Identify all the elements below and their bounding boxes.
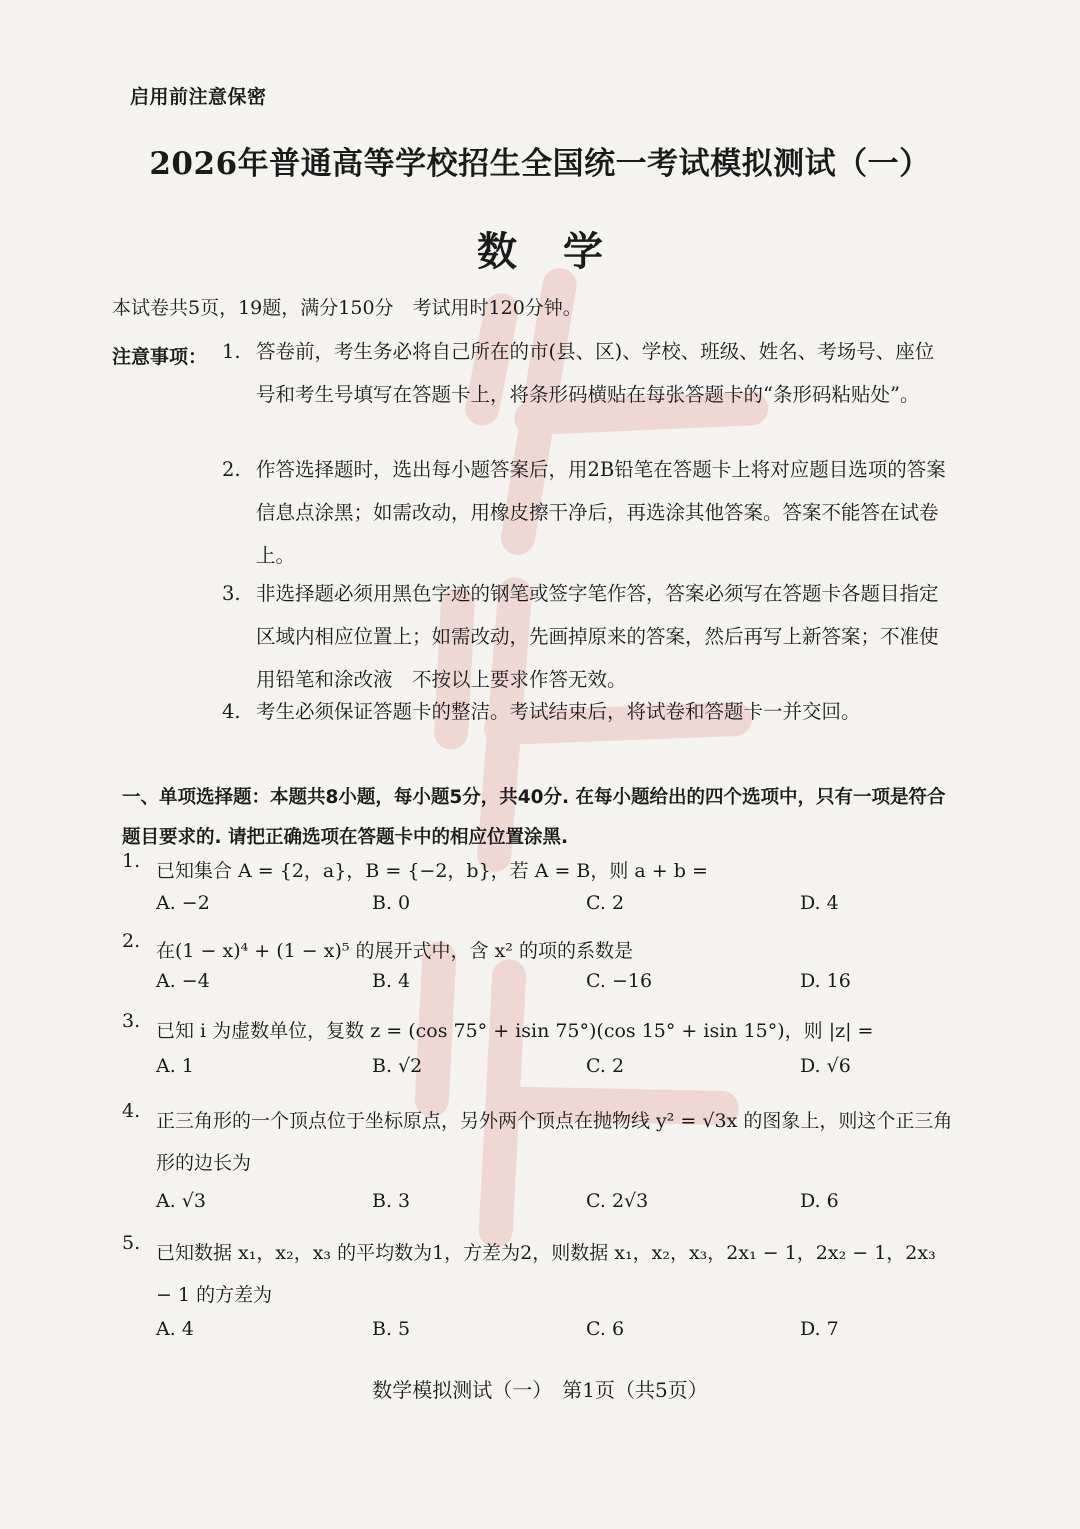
- option-b[interactable]: B. 0: [372, 892, 411, 914]
- option-b[interactable]: B. 3: [372, 1190, 411, 1212]
- exam-info: 本试卷共5页，19题，满分150分 考试用时120分钟。: [112, 297, 582, 319]
- option-b[interactable]: B. √2: [372, 1055, 423, 1077]
- option-a[interactable]: A. −2: [156, 892, 210, 914]
- subject-title: 数学: [477, 229, 649, 275]
- option-row: [156, 1055, 916, 1085]
- option-a[interactable]: A. √3: [156, 1190, 206, 1212]
- exam-title: 2026年普通高等学校招生全国统一考试模拟测试（一）: [149, 146, 931, 182]
- question-text: 已知 i 为虚数单位，复数 z = (cos 75° + isin 75°)(cos 15° + isin 15°)，则 |z| =: [156, 1020, 874, 1042]
- option-d[interactable]: D. 4: [800, 892, 839, 914]
- question-number: 5.: [122, 1232, 141, 1254]
- question-number: 3.: [122, 1010, 141, 1032]
- confidential-seal: 启用前注意保密: [130, 86, 267, 108]
- question-text: 已知集合 A = {2，a}，B = {−2，b}，若 A = B，则 a + b =: [156, 860, 708, 882]
- option-c[interactable]: C. 2: [586, 1055, 625, 1077]
- page-footer: 数学模拟测试（一） 第1页（共5页）: [372, 1378, 708, 1402]
- option-d[interactable]: D. 16: [800, 970, 851, 992]
- option-b[interactable]: B. 5: [372, 1318, 411, 1340]
- notice-item-number: 1.: [222, 340, 241, 363]
- option-row: [156, 970, 916, 1000]
- option-d[interactable]: D. √6: [800, 1055, 851, 1077]
- option-a[interactable]: A. 4: [156, 1318, 194, 1340]
- question-number: 1.: [122, 850, 141, 872]
- section-heading: 一、单项选择题：本题共8小题，每小题5分，共40分. 在每小题给出的四个选项中，只有一项是符合题目要求的. 请把正确选项在答题卡中的相应位置涂黑.: [122, 787, 946, 848]
- notice-item-text: 答卷前，考生务必将自己所在的市(县、区)、学校、班级、姓名、考场号、座位号和考生号填写在答题卡上，将条形码横贴在每张答题卡的“条形码粘贴处”。: [256, 340, 935, 406]
- option-d[interactable]: D. 6: [800, 1190, 839, 1212]
- option-a[interactable]: A. 1: [156, 1055, 194, 1077]
- question-number: 2.: [122, 930, 141, 952]
- option-c[interactable]: C. 2√3: [586, 1190, 649, 1212]
- option-row: [156, 1318, 916, 1348]
- question-text: 在(1 − x)⁴ + (1 − x)⁵ 的展开式中，含 x² 的项的系数是: [156, 940, 633, 962]
- notice-item-number: 3.: [222, 582, 241, 605]
- notice-item-text: 非选择题必须用黑色字迹的钢笔或签字笔作答，答案必须写在答题卡各题目指定区域内相应位置上；如需改动，先画掉原来的答案，然后再写上新答案；不准使用铅笔和涂改液 不按以上要求作答无效。: [256, 582, 939, 691]
- option-b[interactable]: B. 4: [372, 970, 411, 992]
- option-row: [156, 892, 916, 922]
- question-number: 4.: [122, 1100, 141, 1122]
- option-row: [156, 1190, 916, 1220]
- notice-item-number: 4.: [222, 700, 241, 723]
- option-c[interactable]: C. 2: [586, 892, 625, 914]
- notice-item-number: 2.: [222, 458, 241, 481]
- option-a[interactable]: A. −4: [156, 970, 210, 992]
- notice-label: 注意事项：: [112, 346, 208, 368]
- option-d[interactable]: D. 7: [800, 1318, 839, 1340]
- notice-item-text: 考生必须保证答题卡的整洁。考试结束后，将试卷和答题卡一并交回。: [256, 700, 861, 723]
- option-c[interactable]: C. −16: [586, 970, 653, 992]
- question-text: 正三角形的一个顶点位于坐标原点，另外两个顶点在抛物线 y² = √3x 的图象上，则这个正三角形的边长为: [156, 1110, 953, 1174]
- option-c[interactable]: C. 6: [586, 1318, 625, 1340]
- question-text: 已知数据 x₁，x₂，x₃ 的平均数为1，方差为2，则数据 x₁，x₂，x₃，2x₁ − 1，2x₂ − 1，2x₃ − 1 的方差为: [156, 1242, 936, 1306]
- notice-item-text: 作答选择题时，选出每小题答案后，用2B铅笔在答题卡上将对应题目选项的答案信息点涂黑；如需改动，用橡皮擦干净后，再选涂其他答案。答案不能答在试卷上。: [256, 458, 946, 567]
